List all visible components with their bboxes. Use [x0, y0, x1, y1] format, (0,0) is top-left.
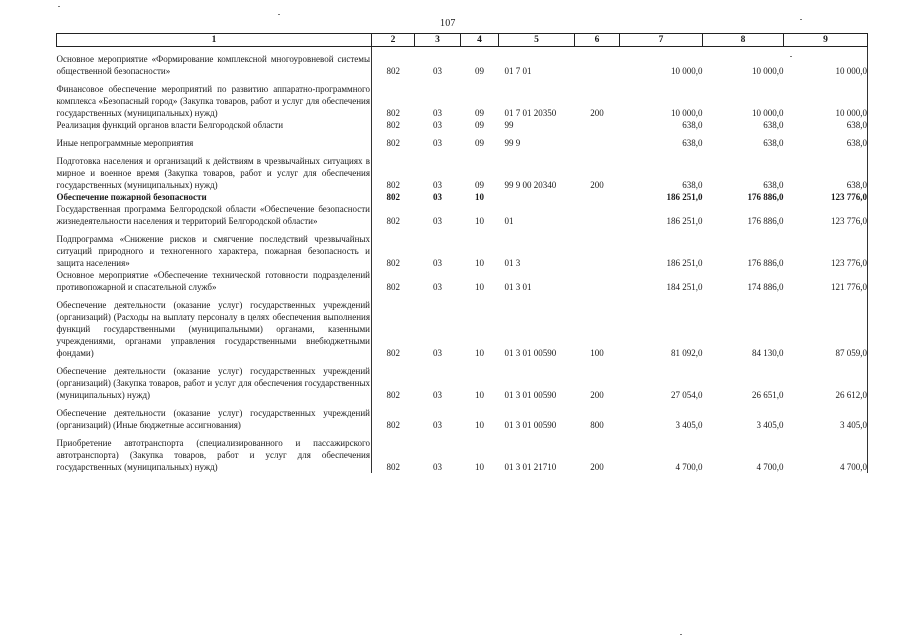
amount-year2-cell: 26 651,0	[752, 390, 784, 400]
section-cell: 03	[433, 282, 442, 292]
amount-year1-cell: 81 092,0	[671, 348, 703, 358]
expense-type-cell: 200	[590, 180, 604, 190]
amount-year2-cell: 10 000,0	[752, 108, 784, 118]
target-article-cell: 01 3 01	[504, 282, 532, 292]
amount-year1-cell: 27 054,0	[671, 390, 703, 400]
column-header: 5	[499, 34, 575, 47]
subsection-cell: 09	[475, 180, 484, 190]
subsection-cell: 10	[475, 420, 484, 430]
target-article-cell: 01 7 01 20350	[504, 108, 557, 118]
expense-name-cell: Подготовка населения и организаций к действиям в чрезвычайных ситуациях в мирное и военное время (Закупка товаров, работ и услуг для обеспечения государственных (муниципальных) нужд)	[56, 156, 370, 190]
target-article-cell: 01 3 01 00590	[504, 348, 557, 358]
expense-name-cell: Обеспечение деятельности (оказание услуг) государственных учреждений (организаций) (Закупка товаров, работ и услуг для обеспечения государственных (муниципальных) нужд)	[56, 366, 370, 400]
expense-name-cell: Государственная программа Белгородской области «Обеспечение безопасности жизнедеятельности населения и территорий Белгородской области»	[56, 204, 370, 226]
table-row	[57, 299, 868, 359]
column-header: 8	[703, 34, 784, 47]
table-row	[57, 137, 868, 149]
subsection-cell: 09	[475, 66, 484, 76]
section-cell: 03	[433, 192, 442, 202]
expense-type-cell	[575, 203, 620, 227]
table-body	[57, 47, 868, 474]
ministry-code-cell: 802	[386, 348, 400, 358]
amount-year1-cell: 638,0	[682, 180, 703, 190]
column-header: 3	[415, 34, 461, 47]
expense-name-cell: Основное мероприятие «Обеспечение технической готовности подразделений противопожарной и спасательной служб»	[56, 270, 370, 292]
amount-year3-cell: 638,0	[784, 155, 868, 191]
scan-speck	[790, 56, 792, 57]
amount-year1-cell: 186 251,0	[666, 192, 703, 202]
target-article-cell: 01 7 01	[504, 66, 532, 76]
expense-name-cell: Реализация функций органов власти Белгородской области	[57, 119, 372, 131]
subsection-cell: 10	[475, 348, 484, 358]
amount-year3-cell: 3 405,0	[784, 407, 868, 431]
section-cell: 03	[433, 138, 442, 148]
expense-name-cell: Основное мероприятие «Формирование комплексной многоуровневой системы общественной безопасности»	[56, 54, 370, 76]
ministry-code-cell: 802	[386, 120, 400, 130]
column-header: 9	[784, 34, 868, 47]
amount-year3-cell: 121 776,0	[784, 269, 868, 293]
column-header: 2	[372, 34, 415, 47]
expense-type-cell	[575, 233, 620, 269]
table-row	[57, 203, 868, 227]
expense-type-cell: 200	[590, 462, 604, 472]
amount-year2-cell: 638,0	[763, 180, 784, 190]
table-row	[57, 191, 868, 203]
expense-type-cell: 800	[590, 420, 604, 430]
budget-table	[56, 33, 868, 473]
table-row	[57, 437, 868, 473]
expense-name-cell: Иные непрограммные мероприятия	[57, 137, 372, 149]
target-article-cell: 01 3 01 21710	[504, 462, 557, 472]
amount-year3-cell: 87 059,0	[784, 299, 868, 359]
column-header: 6	[575, 34, 620, 47]
expense-type-cell	[575, 269, 620, 293]
expense-type-cell: 100	[590, 348, 604, 358]
expense-type-cell	[575, 53, 620, 77]
amount-year1-cell: 10 000,0	[671, 108, 703, 118]
amount-year1-cell: 186 251,0	[666, 258, 703, 268]
amount-year3-cell: 10 000,0	[784, 53, 868, 77]
section-cell: 03	[433, 420, 442, 430]
ministry-code-cell: 802	[386, 282, 400, 292]
ministry-code-cell: 802	[386, 138, 400, 148]
table-row	[57, 53, 868, 77]
amount-year3-cell: 638,0	[784, 119, 868, 131]
amount-year2-cell: 176 886,0	[747, 216, 784, 226]
subsection-cell: 10	[475, 282, 484, 292]
amount-year1-cell: 10 000,0	[671, 66, 703, 76]
ministry-code-cell: 802	[386, 420, 400, 430]
target-article-cell: 01 3 01 00590	[504, 390, 557, 400]
scan-speck	[680, 634, 682, 635]
section-cell: 03	[433, 390, 442, 400]
amount-year1-cell: 638,0	[682, 120, 703, 130]
amount-year1-cell: 3 405,0	[675, 420, 703, 430]
amount-year3-cell: 638,0	[784, 137, 868, 149]
subsection-cell: 09	[475, 108, 484, 118]
table-row	[57, 269, 868, 293]
column-header: 7	[620, 34, 703, 47]
expense-type-cell	[575, 119, 620, 131]
amount-year2-cell: 638,0	[763, 138, 784, 148]
amount-year2-cell: 84 130,0	[752, 348, 784, 358]
subsection-cell: 10	[475, 462, 484, 472]
column-header: 1	[57, 34, 372, 47]
amount-year2-cell: 638,0	[763, 120, 784, 130]
scan-speck	[800, 19, 802, 20]
target-article-cell: 01 3 01 00590	[504, 420, 557, 430]
amount-year3-cell: 123 776,0	[784, 233, 868, 269]
subsection-cell: 09	[475, 138, 484, 148]
ministry-code-cell: 802	[386, 258, 400, 268]
section-cell: 03	[433, 66, 442, 76]
amount-year1-cell: 638,0	[682, 138, 703, 148]
ministry-code-cell: 802	[386, 390, 400, 400]
scan-speck	[58, 6, 60, 7]
subsection-cell: 09	[475, 120, 484, 130]
section-cell: 03	[433, 120, 442, 130]
scan-speck	[278, 14, 280, 15]
table-row	[57, 83, 868, 119]
amount-year2-cell: 3 405,0	[756, 420, 784, 430]
expense-name-cell: Обеспечение деятельности (оказание услуг) государственных учреждений (организаций) (Расходы на выплату персоналу в целях обеспечения выполнения функций государственными (муниципальными) органами, казенными учреждениями, органами управления государственными внебюджетными фондами)	[56, 300, 370, 358]
subsection-cell: 10	[475, 192, 484, 202]
table-row	[57, 119, 868, 131]
expense-type-cell	[575, 137, 620, 149]
subsection-cell: 10	[475, 390, 484, 400]
table-row	[57, 407, 868, 431]
table-row	[57, 365, 868, 401]
ministry-code-cell: 802	[386, 108, 400, 118]
table-row	[57, 155, 868, 191]
section-cell: 03	[433, 216, 442, 226]
amount-year3-cell: 123 776,0	[784, 191, 868, 203]
target-article-cell: 99 9 00 20340	[504, 180, 557, 190]
amount-year1-cell: 184 251,0	[666, 282, 703, 292]
ministry-code-cell: 802	[386, 66, 400, 76]
subsection-cell: 10	[475, 216, 484, 226]
amount-year3-cell: 4 700,0	[784, 437, 868, 473]
expense-type-cell: 200	[590, 108, 604, 118]
subsection-cell: 10	[475, 258, 484, 268]
expense-name-cell: Приобретение автотранспорта (специализированного и пассажирского автотранспорта) (Закупка товаров, работ и услуг для обеспечения государственных (муниципальных) нужд)	[56, 438, 370, 472]
ministry-code-cell: 802	[386, 180, 400, 190]
target-article-cell: 01 3	[504, 258, 521, 268]
ministry-code-cell: 802	[386, 192, 400, 202]
target-article-cell	[499, 191, 575, 203]
amount-year3-cell: 10 000,0	[784, 83, 868, 119]
ministry-code-cell: 802	[386, 462, 400, 472]
amount-year2-cell: 174 886,0	[747, 282, 784, 292]
column-header: 4	[461, 34, 499, 47]
section-cell: 03	[433, 180, 442, 190]
section-cell: 03	[433, 258, 442, 268]
amount-year3-cell: 123 776,0	[784, 203, 868, 227]
expense-name-cell: Обеспечение пожарной безопасности	[57, 191, 372, 203]
amount-year1-cell: 4 700,0	[675, 462, 703, 472]
expense-name-cell: Финансовое обеспечение мероприятий по развитию аппаратно-программного комплекса «Безопасный город» (Закупка товаров, работ и услуг для обеспечения государственных (муниципальных) нужд)	[56, 84, 370, 118]
expense-type-cell	[575, 191, 620, 203]
amount-year2-cell: 176 886,0	[747, 258, 784, 268]
amount-year3-cell: 26 612,0	[784, 365, 868, 401]
amount-year1-cell: 186 251,0	[666, 216, 703, 226]
expense-type-cell: 200	[590, 390, 604, 400]
target-article-cell: 99	[504, 120, 514, 130]
section-cell: 03	[433, 108, 442, 118]
section-cell: 03	[433, 348, 442, 358]
table-header-row	[57, 34, 868, 47]
amount-year2-cell: 10 000,0	[752, 66, 784, 76]
amount-year2-cell: 4 700,0	[756, 462, 784, 472]
table-row	[57, 233, 868, 269]
page-number: 107	[440, 18, 456, 29]
ministry-code-cell: 802	[386, 216, 400, 226]
target-article-cell: 01	[504, 216, 514, 226]
amount-year2-cell: 176 886,0	[747, 192, 784, 202]
expense-name-cell: Обеспечение деятельности (оказание услуг) государственных учреждений (организаций) (Иные бюджетные ассигнования)	[56, 408, 370, 430]
section-cell: 03	[433, 462, 442, 472]
expense-name-cell: Подпрограмма «Снижение рисков и смягчение последствий чрезвычайных ситуаций природного и техногенного характера, пожарная безопасность и защита населения»	[56, 234, 370, 268]
target-article-cell: 99 9	[504, 138, 521, 148]
